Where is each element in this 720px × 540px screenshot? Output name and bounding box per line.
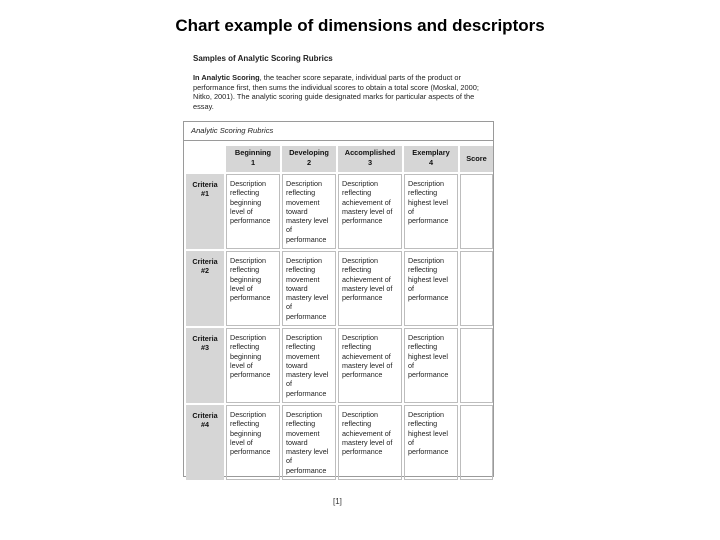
descriptor-cell: Description reflecting achievement of mastery level of performance	[338, 174, 402, 249]
column-label: Accomplished	[344, 148, 396, 157]
descriptor-cell: Description reflecting beginning level of performance	[226, 405, 280, 480]
column-header	[282, 146, 336, 172]
descriptor-cell: Description reflecting beginning level of performance	[226, 328, 280, 403]
criteria-label	[186, 251, 224, 326]
descriptor-cell: Description reflecting highest level of performance	[404, 328, 458, 403]
descriptor-cell: Description reflecting highest level of performance	[404, 405, 458, 480]
criteria-label	[186, 328, 224, 403]
criteria-id: #3	[201, 343, 209, 352]
table-row	[186, 405, 493, 480]
descriptor-cell: Description reflecting movement toward mastery level of performance	[282, 405, 336, 480]
rubric-table	[183, 121, 494, 477]
column-label: Beginning	[234, 148, 272, 157]
slide-title: Chart example of dimensions and descriptors	[175, 16, 545, 35]
column-number: 4	[428, 158, 434, 167]
column-header	[226, 146, 280, 172]
criteria-id: #2	[201, 266, 209, 275]
intro-rest: , the teacher score separate, individual parts of the product or performance first, then sums the individual scores to obtain a total score (Moskal, 2000; Nitko, 2001). The analytic scoring guide designated marks for particular aspects of the essay.	[193, 73, 479, 111]
column-header	[338, 146, 402, 172]
document-heading: Samples of Analytic Scoring Rubrics	[193, 54, 333, 63]
descriptor-cell: Description reflecting achievement of mastery level of performance	[338, 328, 402, 403]
descriptor-cell: Description reflecting achievement of mastery level of performance	[338, 251, 402, 326]
rubric-title: Analytic Scoring Rubrics	[184, 122, 493, 141]
descriptor-cell: Description reflecting movement toward mastery level of performance	[282, 251, 336, 326]
column-label: Exemplary	[412, 148, 450, 157]
document-intro	[193, 73, 493, 111]
descriptor-cell: Description reflecting highest level of performance	[404, 174, 458, 249]
score-cell	[460, 174, 493, 249]
criteria-id: #1	[201, 189, 209, 198]
rubric-header-row	[186, 146, 493, 172]
descriptor-cell: Description reflecting movement toward mastery level of performance	[282, 174, 336, 249]
criteria-text: Criteria	[192, 257, 218, 266]
column-label: Developing	[289, 148, 329, 157]
intro-lead: In Analytic Scoring	[193, 73, 260, 83]
column-number: 3	[367, 158, 373, 167]
header-corner	[186, 146, 224, 172]
table-row	[186, 174, 493, 249]
criteria-label	[186, 405, 224, 480]
table-row	[186, 251, 493, 326]
criteria-text: Criteria	[192, 411, 218, 420]
criteria-label	[186, 174, 224, 249]
table-row	[186, 328, 493, 403]
score-cell	[460, 328, 493, 403]
descriptor-cell: Description reflecting movement toward mastery level of performance	[282, 328, 336, 403]
score-cell	[460, 405, 493, 480]
column-number: 2	[306, 158, 312, 167]
criteria-text: Criteria	[192, 334, 218, 343]
column-number: 1	[250, 158, 256, 167]
score-cell	[460, 251, 493, 326]
criteria-id: #4	[201, 420, 209, 429]
score-header: Score	[460, 146, 493, 172]
descriptor-cell: Description reflecting beginning level of performance	[226, 251, 280, 326]
descriptor-cell: Description reflecting achievement of mastery level of performance	[338, 405, 402, 480]
rubric-grid	[184, 144, 495, 482]
criteria-text: Criteria	[192, 180, 218, 189]
footnote-reference: [1]	[333, 497, 342, 506]
descriptor-cell: Description reflecting highest level of performance	[404, 251, 458, 326]
document-excerpt	[193, 54, 493, 119]
descriptor-cell: Description reflecting beginning level of performance	[226, 174, 280, 249]
column-header	[404, 146, 458, 172]
